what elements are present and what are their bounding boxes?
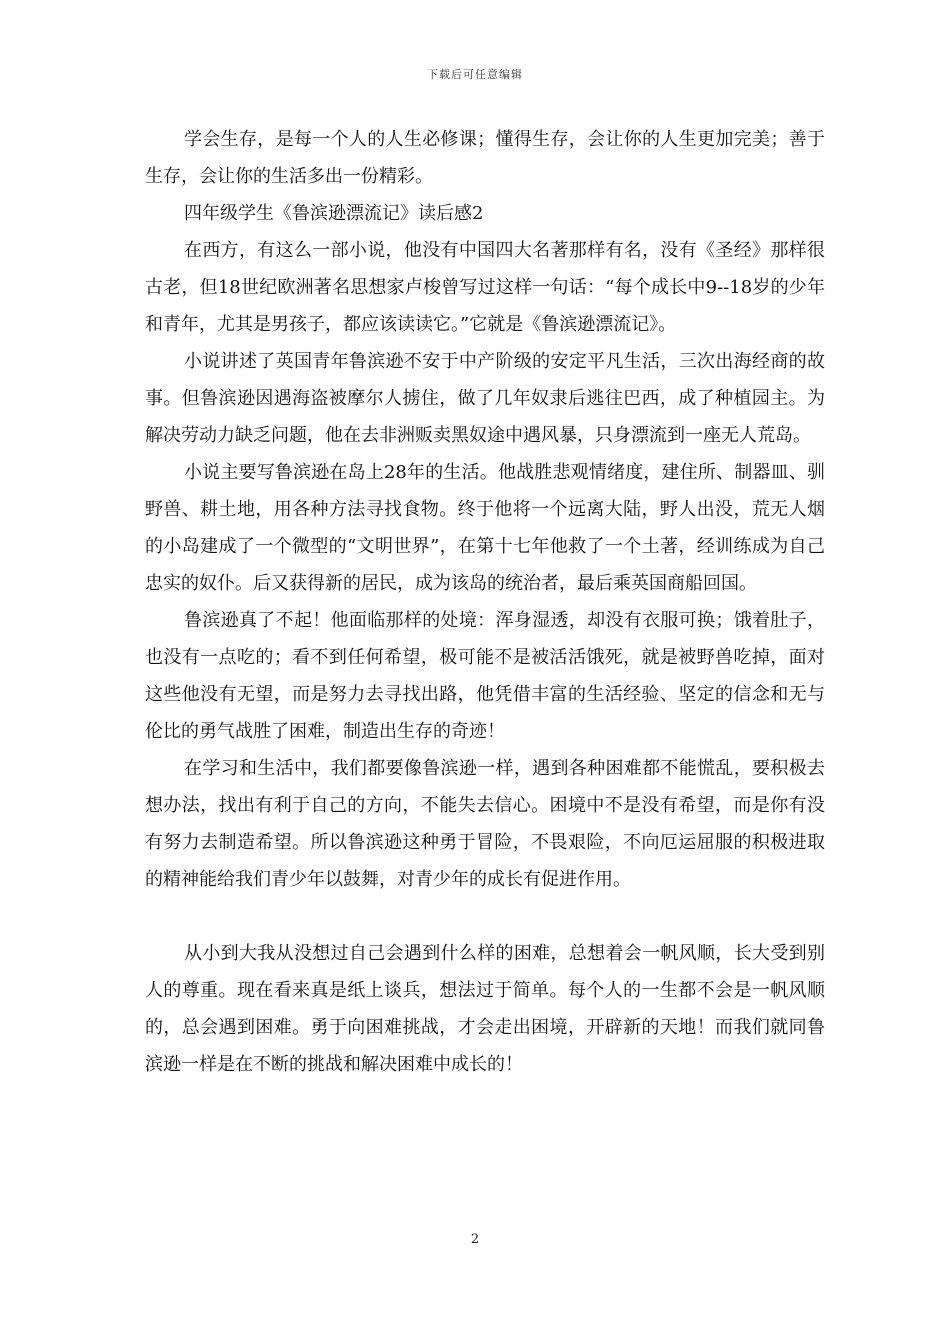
paragraph-7: 从小到大我从没想过自己会遇到什么样的困难，总想着会一帆风顺，长大受到别人的尊重。现在看来真是纸上谈兵，想法过于简单。每个人的一生都不会是一帆风顺的，总会遇到困难。勇于向困难挑战，才会走出困境，开辟新的天地！而我们就同鲁滨逊一样是在不断的挑战和解决困难中成长的！ [145, 943, 825, 1075]
document-body [145, 121, 825, 1083]
paragraph-1: 学会生存，是每一个人的人生必修课；懂得生存，会让你的人生更加完美；善于生存，会让你的生活多出一份精彩。 [145, 129, 825, 187]
paragraph-2: 在西方，有这么一部小说，他没有中国四大名著那样有名，没有《圣经》那样很古老，但18世纪欧洲著名思想家卢梭曾写过这样一句话：“每个成长中9--18岁的少年和青年，尤其是男孩子，都应该读读它。”它就是《鲁滨逊漂流记》。 [145, 240, 825, 335]
paragraph-4: 小说主要写鲁滨逊在岛上28年的生活。他战胜悲观情绪度，建住所、制器皿、驯野兽、耕土地，用各种方法寻找食物。终于他将一个远离大陆，野人出没，荒无人烟的小岛建成了一个微型的“文明世界”，在第十七年他救了一个土著，经训练成为自己忠实的奴仆。后又获得新的居民，成为该岛的统治者，最后乘英国商船回国。 [145, 462, 825, 594]
paragraph-5: 鲁滨逊真了不起！他面临那样的处境：浑身湿透，却没有衣服可换；饿着肚子，也没有一点吃的；看不到任何希望，极可能不是被活活饿死，就是被野兽吃掉，面对这些他没有无望，而是努力去寻找出路，他凭借丰富的生活经验、坚定的信念和无与伦比的勇气战胜了困难，制造出生存的奇迹！ [145, 610, 825, 742]
essay-title: 四年级学生《鲁滨逊漂流记》读后感2 [184, 203, 484, 224]
page-header: 下载后可任意编辑 [427, 68, 523, 81]
paragraph-6: 在学习和生活中，我们都要像鲁滨逊一样，遇到各种困难都不能慌乱，要积极去想办法，找出有利于自己的方向，不能失去信心。困境中不是没有希望，而是你有没有努力去制造希望。所以鲁滨逊这种勇于冒险，不畏艰险，不向厄运屈服的积极进取的精神能给我们青少年以鼓舞，对青少年的成长有促进作用。 [145, 758, 825, 890]
paragraph-3: 小说讲述了英国青年鲁滨逊不安于中产阶级的安定平凡生活，三次出海经商的故事。但鲁滨逊因遇海盗被摩尔人掳住，做了几年奴隶后逃往巴西，成了种植园主。为解决劳动力缺乏问题，他在去非洲贩卖黑奴途中遇风暴，只身漂流到一座无人荒岛。 [145, 351, 825, 446]
page-number: 2 [470, 1232, 480, 1247]
paragraph-spacer [145, 898, 825, 935]
